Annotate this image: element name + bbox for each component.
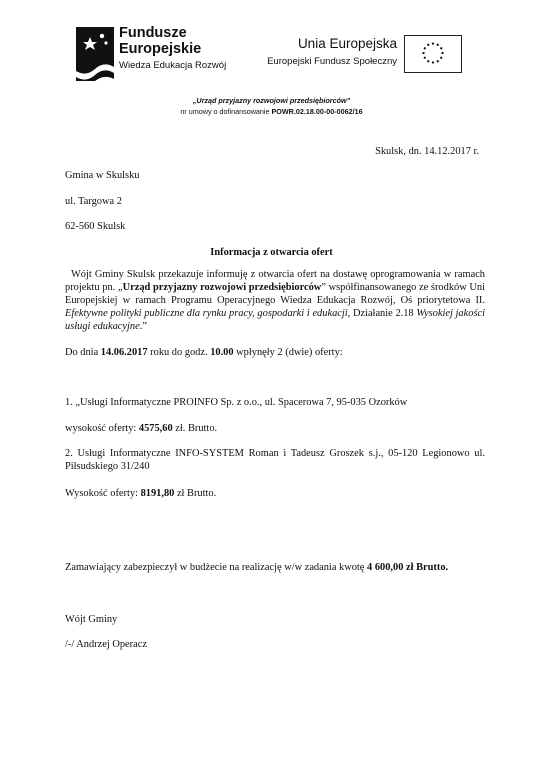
ue-logo-title: Unia Europejska (297, 36, 397, 51)
document-title: Informacja z otwarcia ofert (210, 247, 333, 258)
offers-text-1: Do dnia (65, 347, 101, 358)
fundusze-europejskie-logo (76, 25, 236, 81)
offers-deadline-date: 14.06.2017 (100, 347, 148, 358)
offer-2-value-suffix: zł Brutto. (174, 488, 217, 499)
offer-2-value-label: Wysokość oferty: (65, 488, 141, 499)
agreement-number: POWR.02.18.00-00-0062/16 (271, 107, 363, 116)
intro-text-3: , Działanie 2.18 (347, 308, 417, 319)
project-info (0, 95, 543, 117)
unia-europejska-logo-text (267, 36, 397, 69)
offers-text-3: wpłynęły 2 (dwie) oferty: (233, 347, 343, 358)
offer-1-value (65, 422, 217, 435)
intro-priority-axis: Efektywne polityki publiczne dla rynku pracy, gospodarki i edukacji (65, 308, 348, 319)
intro-project-name: Urząd przyjazny rozwojowi przedsiębiorców (122, 282, 322, 293)
recipient-line-1: Gmina w Skulsku (65, 170, 140, 181)
eu-flag-icon (404, 35, 462, 73)
fe-star-flag-icon (76, 27, 114, 81)
offer-1-amount: 4575,60 (138, 423, 173, 434)
fe-logo-line2: Europejskie (119, 41, 202, 57)
offers-text-2: roku do godz. (147, 347, 211, 358)
offer-1-value-suffix: zł. Brutto. (172, 423, 218, 434)
fe-logo-line3: Wiedza Edukacja Rozwój (119, 60, 227, 71)
agreement-line (0, 106, 543, 117)
intro-text-1: Wójt Gminy Skulsk przekazuje informuję z otwarcia ofert na dostawę oprogramowania w ramach projektu pn. „ (65, 269, 485, 293)
offer-1-company: 1. „Usługi Informatyczne PROINFO Sp. z o.o., ul. Spacerowa 7, 95-035 Ozorków (65, 397, 408, 408)
agreement-prefix: nr umowy o dofinansowanie (180, 107, 272, 116)
budget-line (65, 561, 448, 574)
offer-2-value (65, 487, 216, 500)
offers-deadline-line (65, 346, 343, 359)
offer-2-company: 2. Usługi Informatyczne INFO-SYSTEM Roman i Tadeusz Groszek s.j., 05-120 Legionowo ul. Piłsudskiego 31/240 (65, 448, 485, 472)
budget-amount: 4 600,00 zł Brutto. (367, 562, 449, 573)
intro-text-4: .” (139, 321, 147, 332)
place-date: Skulsk, dn. 14.12.2017 r. (375, 146, 479, 157)
budget-text: Zamawiający zabezpieczył w budżecie na realizację w/w zadania kwotę (65, 562, 368, 573)
intro-paragraph (65, 268, 485, 333)
ue-logo-subtitle: Europejski Fundusz Społeczny (267, 56, 397, 67)
recipient-line-3: 62-560 Skulsk (65, 221, 126, 232)
offers-deadline-time: 10.00 (210, 347, 234, 358)
fe-logo-line1: Fundusze (119, 25, 187, 41)
intro-measure: Wysokiej jakości usługi edukacyjne (65, 308, 485, 332)
offer-2-amount: 8191,80 (140, 488, 175, 499)
signer-name: /-/ Andrzej Operacz (65, 639, 147, 650)
offer-1-value-label: wysokość oferty: (65, 423, 139, 434)
intro-text-2: ” współfinansowanego ze środków Uni Europejskiej w ramach Programu Operacyjnego Wiedza Edukacja Rozwój, Oś priorytetowa II. (65, 282, 485, 306)
recipient-line-2: ul. Targowa 2 (65, 196, 122, 207)
signer-title: Wójt Gminy (65, 614, 118, 625)
project-name: „Urząd przyjazny rozwojowi przedsiębiorców” (192, 96, 351, 105)
